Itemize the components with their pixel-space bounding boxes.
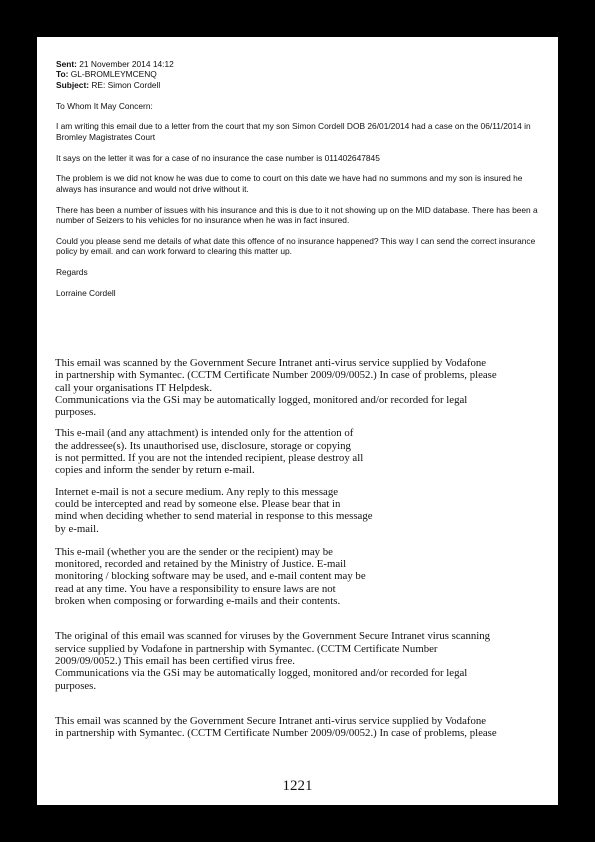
internet-notice-line-2: could be intercepted and read by someone else. Please bear that in: [55, 497, 341, 510]
signature: Lorraine Cordell: [56, 287, 116, 298]
internet-notice-line-1: Internet e-mail is not a secure medium. Any reply to this message: [55, 485, 339, 498]
gsi-notice-2-line-2: purposes.: [55, 679, 97, 692]
moj-notice-line-1: This e-mail (whether you are the sender or the recipient) may be: [55, 545, 333, 558]
closing: Regards: [56, 267, 88, 278]
internet-notice-line-4: by e-mail.: [55, 522, 99, 535]
to-value: GL-BROMLEYMCENQ: [68, 69, 157, 80]
gsi-notice-1-line-1: Communications via the GSi may be automatically logged, monitored and/or recorded for legal: [55, 393, 468, 406]
original-scan-line-2: service supplied by Vodafone in partnership with Symantec. (CCTM Certificate Number: [55, 642, 438, 655]
moj-notice-line-3: monitoring / blocking software may be used, and e-mail content may be: [55, 570, 366, 583]
disclaimer-footer: [55, 357, 550, 739]
scan-notice-1-line-2: in partnership with Symantec. (CCTM Certificate Number 2009/09/0052.) In case of problems, please: [55, 369, 497, 382]
sent-label: Sent:: [56, 59, 77, 69]
gsi-notice-2-line-1: Communications via the GSi may be automatically logged, monitored and/or recorded for legal: [55, 667, 468, 680]
sent-value: 21 November 2014 14:12: [76, 59, 174, 69]
subject-line: [56, 80, 548, 90]
confidentiality-line-2: the addressee(s). Its unauthorised use, disclosure, storage or copying: [55, 439, 351, 452]
document-page: [37, 37, 558, 805]
body-paragraph-1: I am writing this email due to a letter from the court that my son Simon Cordell DOB 26/01/2014 had a case on the 06/11/2014 in Bromley Magistrates Court: [56, 121, 531, 142]
to-label: To:: [56, 69, 69, 80]
salutation: To Whom It May Concern:: [56, 100, 153, 111]
moj-notice-line-4: read at any time. You have a responsibility to ensure laws are not: [55, 582, 336, 595]
scan-notice-2-line-1: This email was scanned by the Government Secure Intranet anti-virus service supplied by Vodafone: [55, 714, 487, 727]
sent-line: [56, 59, 548, 69]
body-paragraph-3: The problem is we did not know he was due to come to court on this date we have had no summons and my son is insured he always has insurance and would not drive without it.: [56, 173, 523, 194]
page-number: 1221: [282, 778, 313, 794]
moj-notice-line-5: broken when composing or forwarding e-mails and their contents.: [55, 595, 341, 608]
scan-notice-2-line-2: in partnership with Symantec. (CCTM Certificate Number 2009/09/0052.) In case of problems, please: [55, 727, 497, 740]
confidentiality-line-3: is not permitted. If you are not the intended recipient, please destroy all: [55, 452, 364, 465]
confidentiality-line-1: This e-mail (and any attachment) is intended only for the attention of: [55, 427, 354, 440]
original-scan-line-1: The original of this email was scanned for viruses by the Government Secure Intranet virus scanning: [55, 630, 491, 643]
scan-notice-1-line-3: call your organisations IT Helpdesk.: [55, 381, 213, 394]
original-scan-line-3: 2009/09/0052.) This email has been certified virus free.: [55, 654, 295, 667]
body-paragraph-4: There has been a number of issues with his insurance and this is due to it not showing up on the MID database. There has been a number of Seizers to his vehicles for no insurance when he was in fact insured.: [56, 204, 538, 226]
subject-value: RE: Simon Cordell: [89, 79, 161, 90]
confidentiality-line-4: copies and inform the sender by return e-mail.: [55, 464, 255, 477]
body-paragraph-5: Could you please send me details of what date this offence of no insurance happened? This way I can send the correct insurance policy by email. and can work forward to clearing this matter up.: [56, 235, 536, 257]
to-line: [56, 69, 548, 79]
scan-notice-1-line-1: This email was scanned by the Government Secure Intranet anti-virus service supplied by Vodafone: [55, 357, 487, 369]
body-paragraph-2: It says on the letter it was for a case of no insurance the case number is 011402647845: [56, 152, 380, 163]
subject-label: Subject:: [56, 79, 90, 90]
moj-notice-line-2: monitored, recorded and retained by the Ministry of Justice. E-mail: [55, 558, 347, 571]
internet-notice-line-3: mind when deciding whether to send material in response to this message: [55, 510, 373, 523]
email-message: [56, 59, 548, 309]
gsi-notice-1-line-2: purposes.: [55, 406, 97, 419]
